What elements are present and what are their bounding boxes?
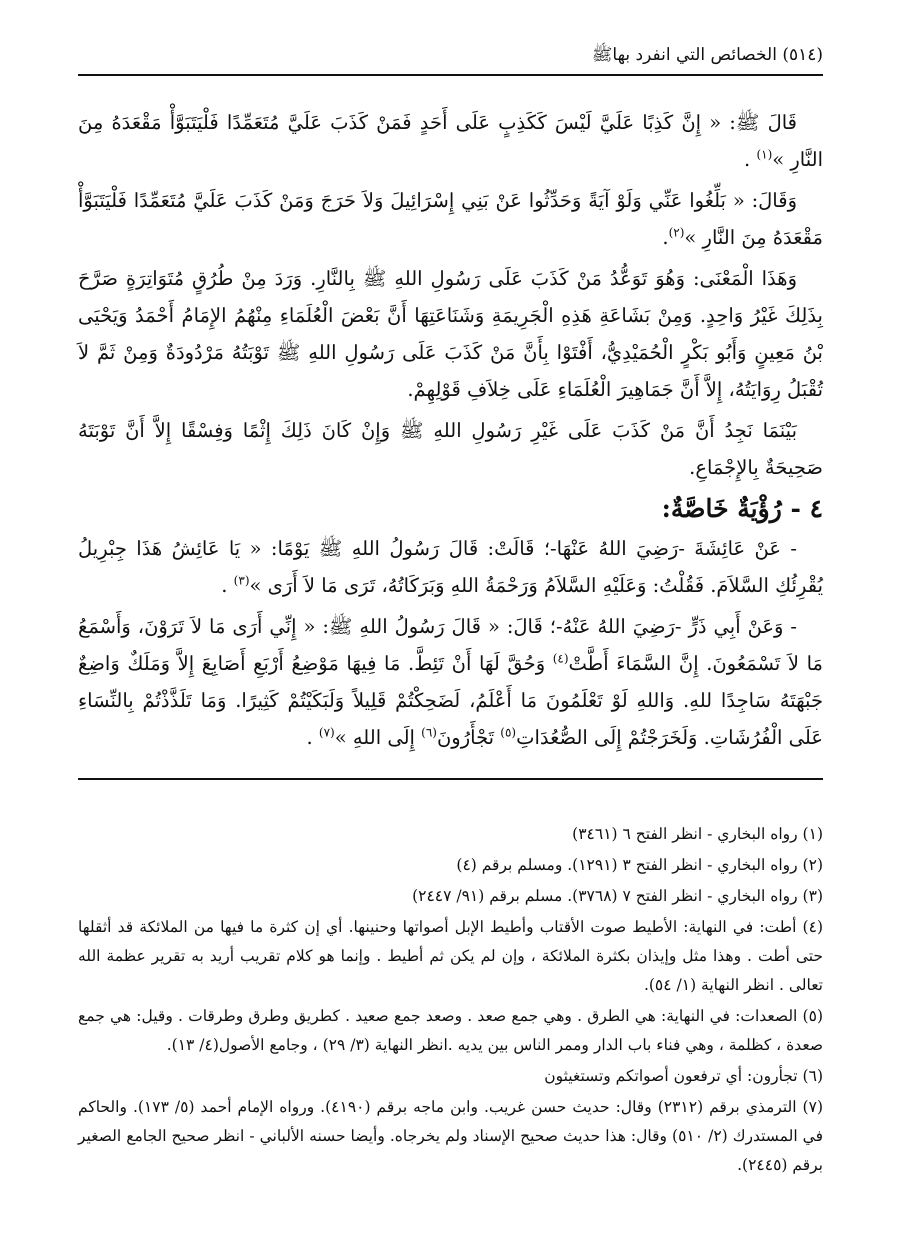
paragraph-aisha <box>78 530 823 604</box>
footnote-ref-7: (٧) <box>318 725 335 740</box>
paragraph-text: وَهَذَا الْمَعْنَى: وَهُوَ تَوَعُّدُ مَنْ كَذَبَ عَلَى رَسُولِ اللهِ ﷺ بِالنَّارِ. وَرَدَ مِنْ طُرُقٍ مُتَوَاتِرَةٍ صَرَّحَ بِذَلِكَ غَيْرُ وَاحِدٍ. وَمِنْ بَشَاعَةِ هَذِهِ الْجَرِيمَةِ وَشَنَاعَتِهَا أَنَّ بَعْضَ الْعُلَمَاءِ مِنْهُمُ الإِمَامُ أَحْمَدُ وَيَحْيَى بْنُ مَعِينٍ وَأَبُو بَكْرٍ الْحُمَيْدِيُّ، أَفْتَوْا بِأَنَّ مَنْ كَذَبَ عَلَى رَسُولِ اللهِ ﷺ تَوْبَتُهُ مَرْدُودَةٌ وَمِنْ ثَمَّ لاَ تُقْبَلُ رِوَايَتُهُ، إِلاَّ أَنَّ جَمَاهِيرَ الْعُلَمَاءِ عَلَى خِلاَفِ قَوْلِهِمْ. <box>78 267 823 401</box>
footnote-ref-1: (١) <box>756 147 773 162</box>
paragraph-end: . <box>306 726 319 749</box>
paragraph-text: بَيْنَمَا نَجِدُ أَنَّ مَنْ كَذَبَ عَلَى غَيْرِ رَسُولِ اللهِ ﷺ وَإِنْ كَانَ ذَلِكَ إِثْمًا وَفِسْقًا إِلاَّ أَنَّ تَوْبَتَهُ صَحِيحَةٌ بِالإِجْمَاعِ. <box>78 419 823 479</box>
running-title: (٥١٤) الخصائص التي انفرد بهاﷺ <box>591 45 823 65</box>
section-heading: ٤ - رُؤْيَةٌ خَاصَّةٌ: <box>661 494 823 523</box>
paragraph-contrast <box>78 412 823 486</box>
paragraph-text: وَحُقَّ لَهَا أَنْ تَئِطَّ. مَا فِيهَا مَوْضِعُ أَرْبَعِ أَصَابِعَ إِلاَّ وَمَلَكٌ وَاضِعٌ جَبْهَتَهُ سَاجِدًا للهِ. وَاللهِ لَوْ تَعْلَمُونَ مَا أَعْلَمُ، لَضَحِكْتُمْ قَلِيلاً وَلَبَكَيْتُمْ كَثِيرًا. وَمَا تَلَذَّذْتُمْ بِالنِّسَاءِ عَلَى الْفُرُشَاتِ. وَلَخَرَجْتُمْ إِلَى الصُّعُدَاتِ <box>78 652 823 749</box>
footnote-divider <box>78 778 823 780</box>
footnote-3: (٣) رواه البخاري - انظر الفتح ٧ (٣٧٦٨). مسلم برقم (٩١/ ٢٤٤٧) <box>412 887 823 905</box>
paragraph-text: تَجْأَرُونَ <box>436 726 501 749</box>
footnote-7: (٧) الترمذي برقم (٢٣١٢) وقال: حديث حسن غريب. وابن ماجه برقم (٤١٩٠). ورواه الإمام أحمد (٥/ ١٧٣). والحاكم في المستدرك (٢/ ٥١٠) وقال: هذا حديث صحيح الإسناد ولم يخرجاه. وأيضا حسنه الألباني - انظر صحيح الجامع الصغير برقم (٢٤٤٥). <box>78 1098 823 1174</box>
footnote-ref-6: (٦) <box>421 725 437 740</box>
footnote-5: (٥) الصعدات: في النهاية: هي الطرق . وهي جمع صعد . وصعد جمع صعيد . كطريق وطرق وطرقات . وقيل: هي جمع صعدة ، كظلمة ، وهي فناء باب الدار وممر الناس بين يديه .انظر النهاية (٣/ ٢٩) ، وجامع الأصول(٤/ ١٣). <box>78 1007 823 1054</box>
paragraph-end: . <box>744 148 757 171</box>
main-text <box>78 104 823 756</box>
footnote-2: (٢) رواه البخاري - انظر الفتح ٣ (١٢٩١). ومسلم برقم (٤) <box>456 856 823 874</box>
book-page <box>78 40 823 1220</box>
paragraph-text: إِلَى اللهِ » <box>334 726 422 749</box>
page-header <box>78 40 823 76</box>
paragraph-text: وَقَالَ: « بَلِّغُوا عَنِّي وَلَوْ آيَةً وَحَدِّثُوا عَنْ بَنِي إِسْرَائِيلَ وَلاَ حَرَجَ وَمَنْ كَذَبَ عَلَيَّ مُتَعَمِّدًا فَلْيَتَبَوَّأْ مَقْعَدَهُ مِنَ النَّارِ » <box>78 189 823 249</box>
footnote-1: (١) رواه البخاري - انظر الفتح ٦ (٣٤٦١) <box>572 825 823 843</box>
paragraph-text: - عَنْ عَائِشَةَ -رَضِيَ اللهُ عَنْهَا-؛ قَالَتْ: قَالَ رَسُولُ اللهِ ﷺ يَوْمًا: « يَا عَائِشُ هَذَا جِبْرِيلُ يُقْرِئُكِ السَّلاَمَ. فَقُلْتُ: وَعَلَيْهِ السَّلاَمُ وَرَحْمَةُ اللهِ وَبَرَكَاتُهُ، تَرَى مَا لاَ أَرَى » <box>78 537 823 597</box>
paragraph-text: - وَعَنْ أَبِي ذَرٍّ -رَضِيَ اللهُ عَنْهُ-؛ قَالَ: « قَالَ رَسُولُ اللهِ ﷺ: « إِنِّي أَرَى مَا لاَ تَرَوْنَ، وَأَسْمَعُ مَا لاَ تَسْمَعُونَ. إِنَّ السَّمَاءَ أَطَّتْ <box>78 615 823 675</box>
footnote-ref-2: (٢) <box>668 225 685 240</box>
footnote-ref-3: (٣) <box>233 573 250 588</box>
paragraph-hadith-2 <box>78 182 823 256</box>
footnote-4: (٤) أطت: في النهاية: الأطيط صوت الأقتاب وأطيط الإبل أصواتها وحنينها. أي إن كثرة ما فيها من الملائكة قد أثقلها حتى أطت . وهذا مثل وإيذان بكثرة الملائكة ، وإن لم يكن ثم أطيط . وإنما هو كلام تقريب أريد به تقرير عظمة الله تعالى . انظر النهاية (١/ ٥٤). <box>78 918 823 994</box>
footnote-ref-5: (٥) <box>500 725 517 740</box>
paragraph-end: . <box>662 226 669 249</box>
footnote-6: (٦) تجأرون: أي ترفعون أصواتكم وتستغيثون <box>544 1067 823 1085</box>
paragraph-meaning <box>78 260 823 408</box>
footnote-ref-4: (٤) <box>552 651 569 666</box>
paragraph-abu-dharr <box>78 608 823 756</box>
paragraph-text: قَالَ ﷺ: « إِنَّ كَذِبًا عَلَيَّ لَيْسَ كَكَذِبٍ عَلَى أَحَدٍ فَمَنْ كَذَبَ عَلَيَّ مُتَعَمِّدًا فَلْيَتَبَوَّأْ مَقْعَدَهُ مِنَ النَّارِ » <box>78 111 823 171</box>
paragraph-end: . <box>221 574 234 597</box>
footnotes <box>78 820 823 1180</box>
paragraph-hadith-1 <box>78 104 823 178</box>
